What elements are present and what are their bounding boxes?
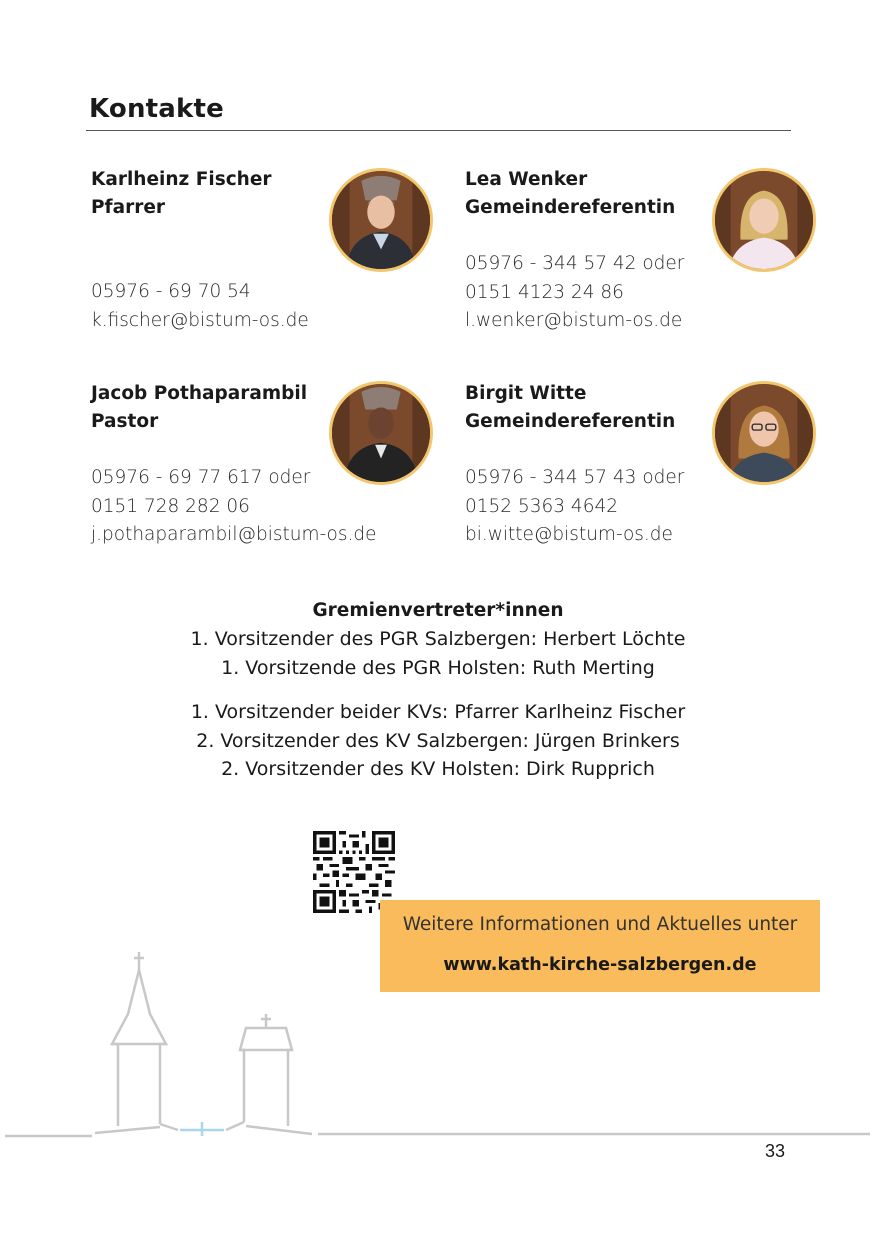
contact-role: Gemeindereferentin [465, 411, 676, 432]
committee-title: Gremienvertreter*innen [312, 600, 564, 621]
committee-line: 1. Vorsitzender beider KVs: Pfarrer Karlheinz Fischer [190, 701, 686, 723]
page-title: Kontakte [89, 94, 224, 124]
info-banner [380, 900, 820, 992]
avatar-pothaparambil [329, 381, 433, 485]
contact-role: Pastor [91, 411, 159, 432]
committee-line: 1. Vorsitzende des PGR Holsten: Ruth Merting [221, 656, 655, 679]
contact-role: Gemeindereferentin [465, 197, 676, 218]
contact-phone: 05976 - 344 57 43 oder [465, 467, 685, 488]
avatar-fischer [329, 168, 433, 272]
contact-name: Jacob Pothaparambil [91, 383, 308, 404]
contact-email[interactable]: j.pothaparambil@bistum-os.de [91, 524, 377, 545]
contact-name: Karlheinz Fischer [91, 169, 272, 190]
contact-role: Pfarrer [91, 197, 166, 218]
committee-section [90, 597, 786, 784]
committee-line: 2. Vorsitzender des KV Salzbergen: Jürgen Brinkers [196, 729, 680, 752]
avatar-wenker [712, 168, 816, 272]
contact-name: Birgit Witte [465, 383, 587, 404]
contact-phone-mobile: 0152 5363 4642 [465, 495, 619, 517]
committee-line: 2. Vorsitzender des KV Holsten: Dirk Rupprich [221, 758, 655, 780]
avatar-witte [712, 381, 816, 485]
contact-phone: 05976 - 69 70 54 [91, 281, 251, 302]
title-divider [86, 130, 791, 131]
committee-line: 1. Vorsitzender des PGR Salzbergen: Herbert Löchte [190, 628, 686, 650]
page-number: 33 [765, 1141, 786, 1161]
contact-email[interactable]: bi.witte@bistum-os.de [465, 524, 673, 545]
website-link[interactable]: www.kath-kirche-salzbergen.de [443, 955, 757, 975]
info-text: Weitere Informationen und Aktuelles unter [402, 914, 798, 935]
contact-phone: 05976 - 69 77 617 oder [91, 467, 311, 488]
contact-name: Lea Wenker [465, 169, 588, 190]
contact-phone-mobile: 0151 4123 24 86 [465, 281, 624, 303]
contact-phone-mobile: 0151 728 282 06 [91, 495, 250, 517]
contact-email[interactable]: k.fischer@bistum-os.de [91, 309, 309, 331]
contact-email[interactable]: l.wenker@bistum-os.de [465, 310, 683, 331]
contact-phone: 05976 - 344 57 42 oder [465, 253, 685, 274]
